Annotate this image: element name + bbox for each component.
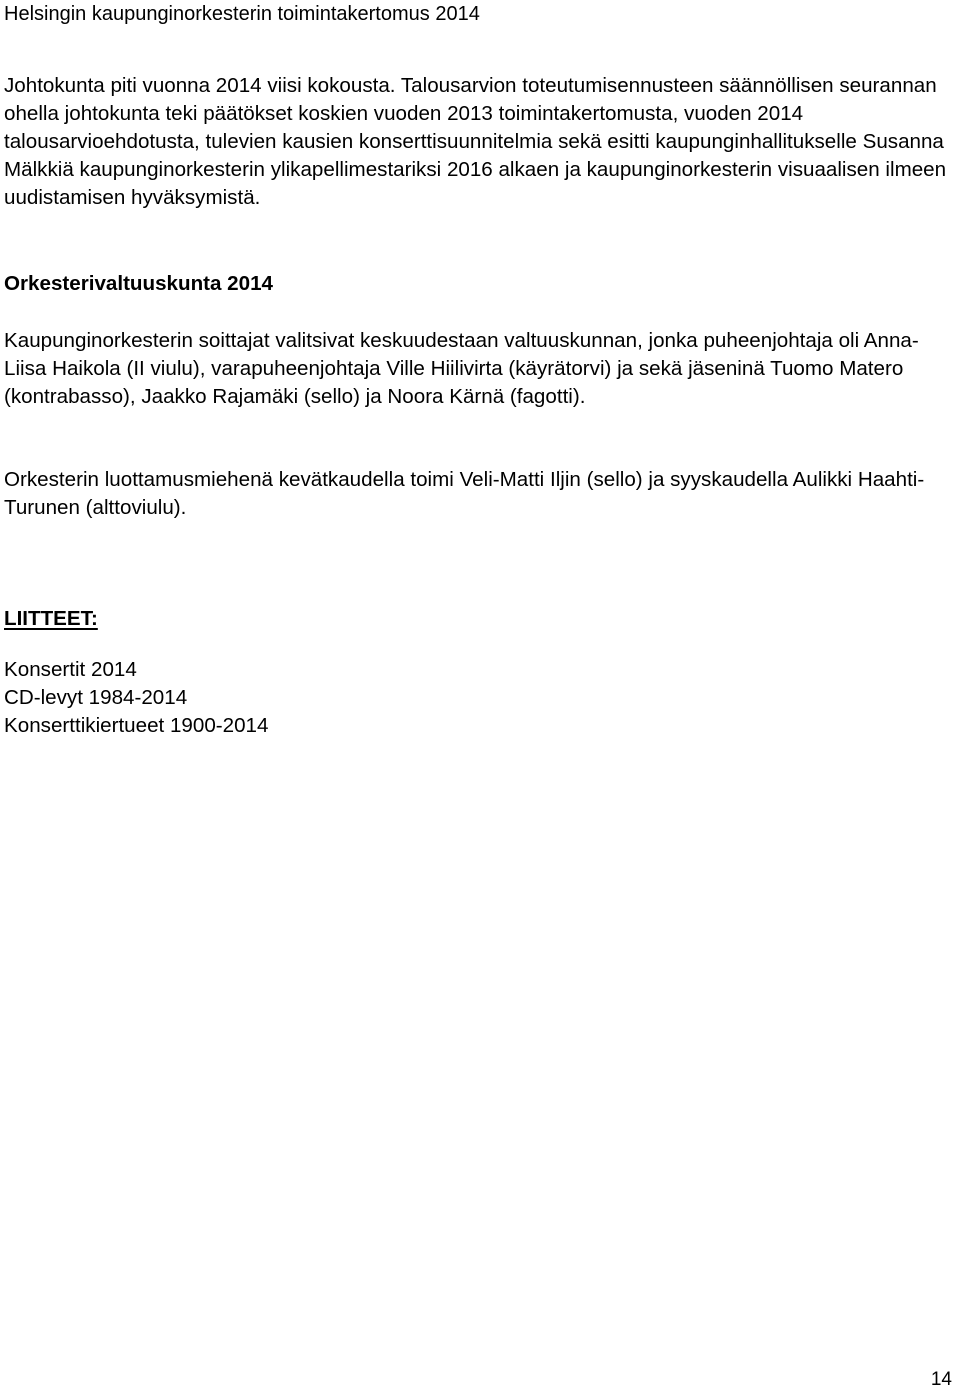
attachment-item: Konserttikiertueet 1900-2014 — [4, 714, 269, 737]
attachments-heading: LIITTEET: — [4, 607, 98, 630]
page-number: 14 — [930, 1369, 952, 1390]
orchestra-council-paragraph: Kaupunginorkesterin soittajat valitsivat keskuudestaan valtuuskunnan, jonka puheenjohtaja oli Anna-Liisa Haikola (II viulu), varapuheenjohtaja Ville Hiilivirta (käyrätorvi) ja sekä jäseninä Tuomo Matero (kontrabasso), Jaakko Rajamäki (sello) ja Noora Kärnä (fagotti). — [4, 329, 919, 408]
attachments-list — [4, 656, 268, 740]
attachment-item: CD-levyt 1984-2014 — [4, 686, 188, 709]
running-header: Helsingin kaupunginorkesterin toimintakertomus 2014 — [4, 3, 480, 25]
orchestra-council-heading: Orkesterivaltuuskunta 2014 — [4, 272, 273, 295]
board-paragraph: Johtokunta piti vuonna 2014 viisi kokousta. Talousarvion toteutumisennusteen säännöllisen seurannan ohella johtokunta teki päätökset koskien vuoden 2013 toimintakertomusta, vuoden 2014 talousarvioehdotusta, tulevien kausien konserttisuunnitelmia sekä esitti kaupunginhallitukselle Susanna Mälkkiä kaupunginorkesterin ylikapellimestariksi 2016 alkaen ja kaupunginorkesterin visuaalisen ilmeen uudistamisen hyväksymistä. — [4, 74, 947, 209]
document-page — [4, 0, 956, 1391]
shop-steward-paragraph: Orkesterin luottamusmiehenä kevätkaudella toimi Veli-Matti Iljin (sello) ja syyskaudella Aulikki Haahti-Turunen (alttoviulu). — [4, 468, 925, 519]
attachment-item: Konsertit 2014 — [4, 658, 137, 681]
